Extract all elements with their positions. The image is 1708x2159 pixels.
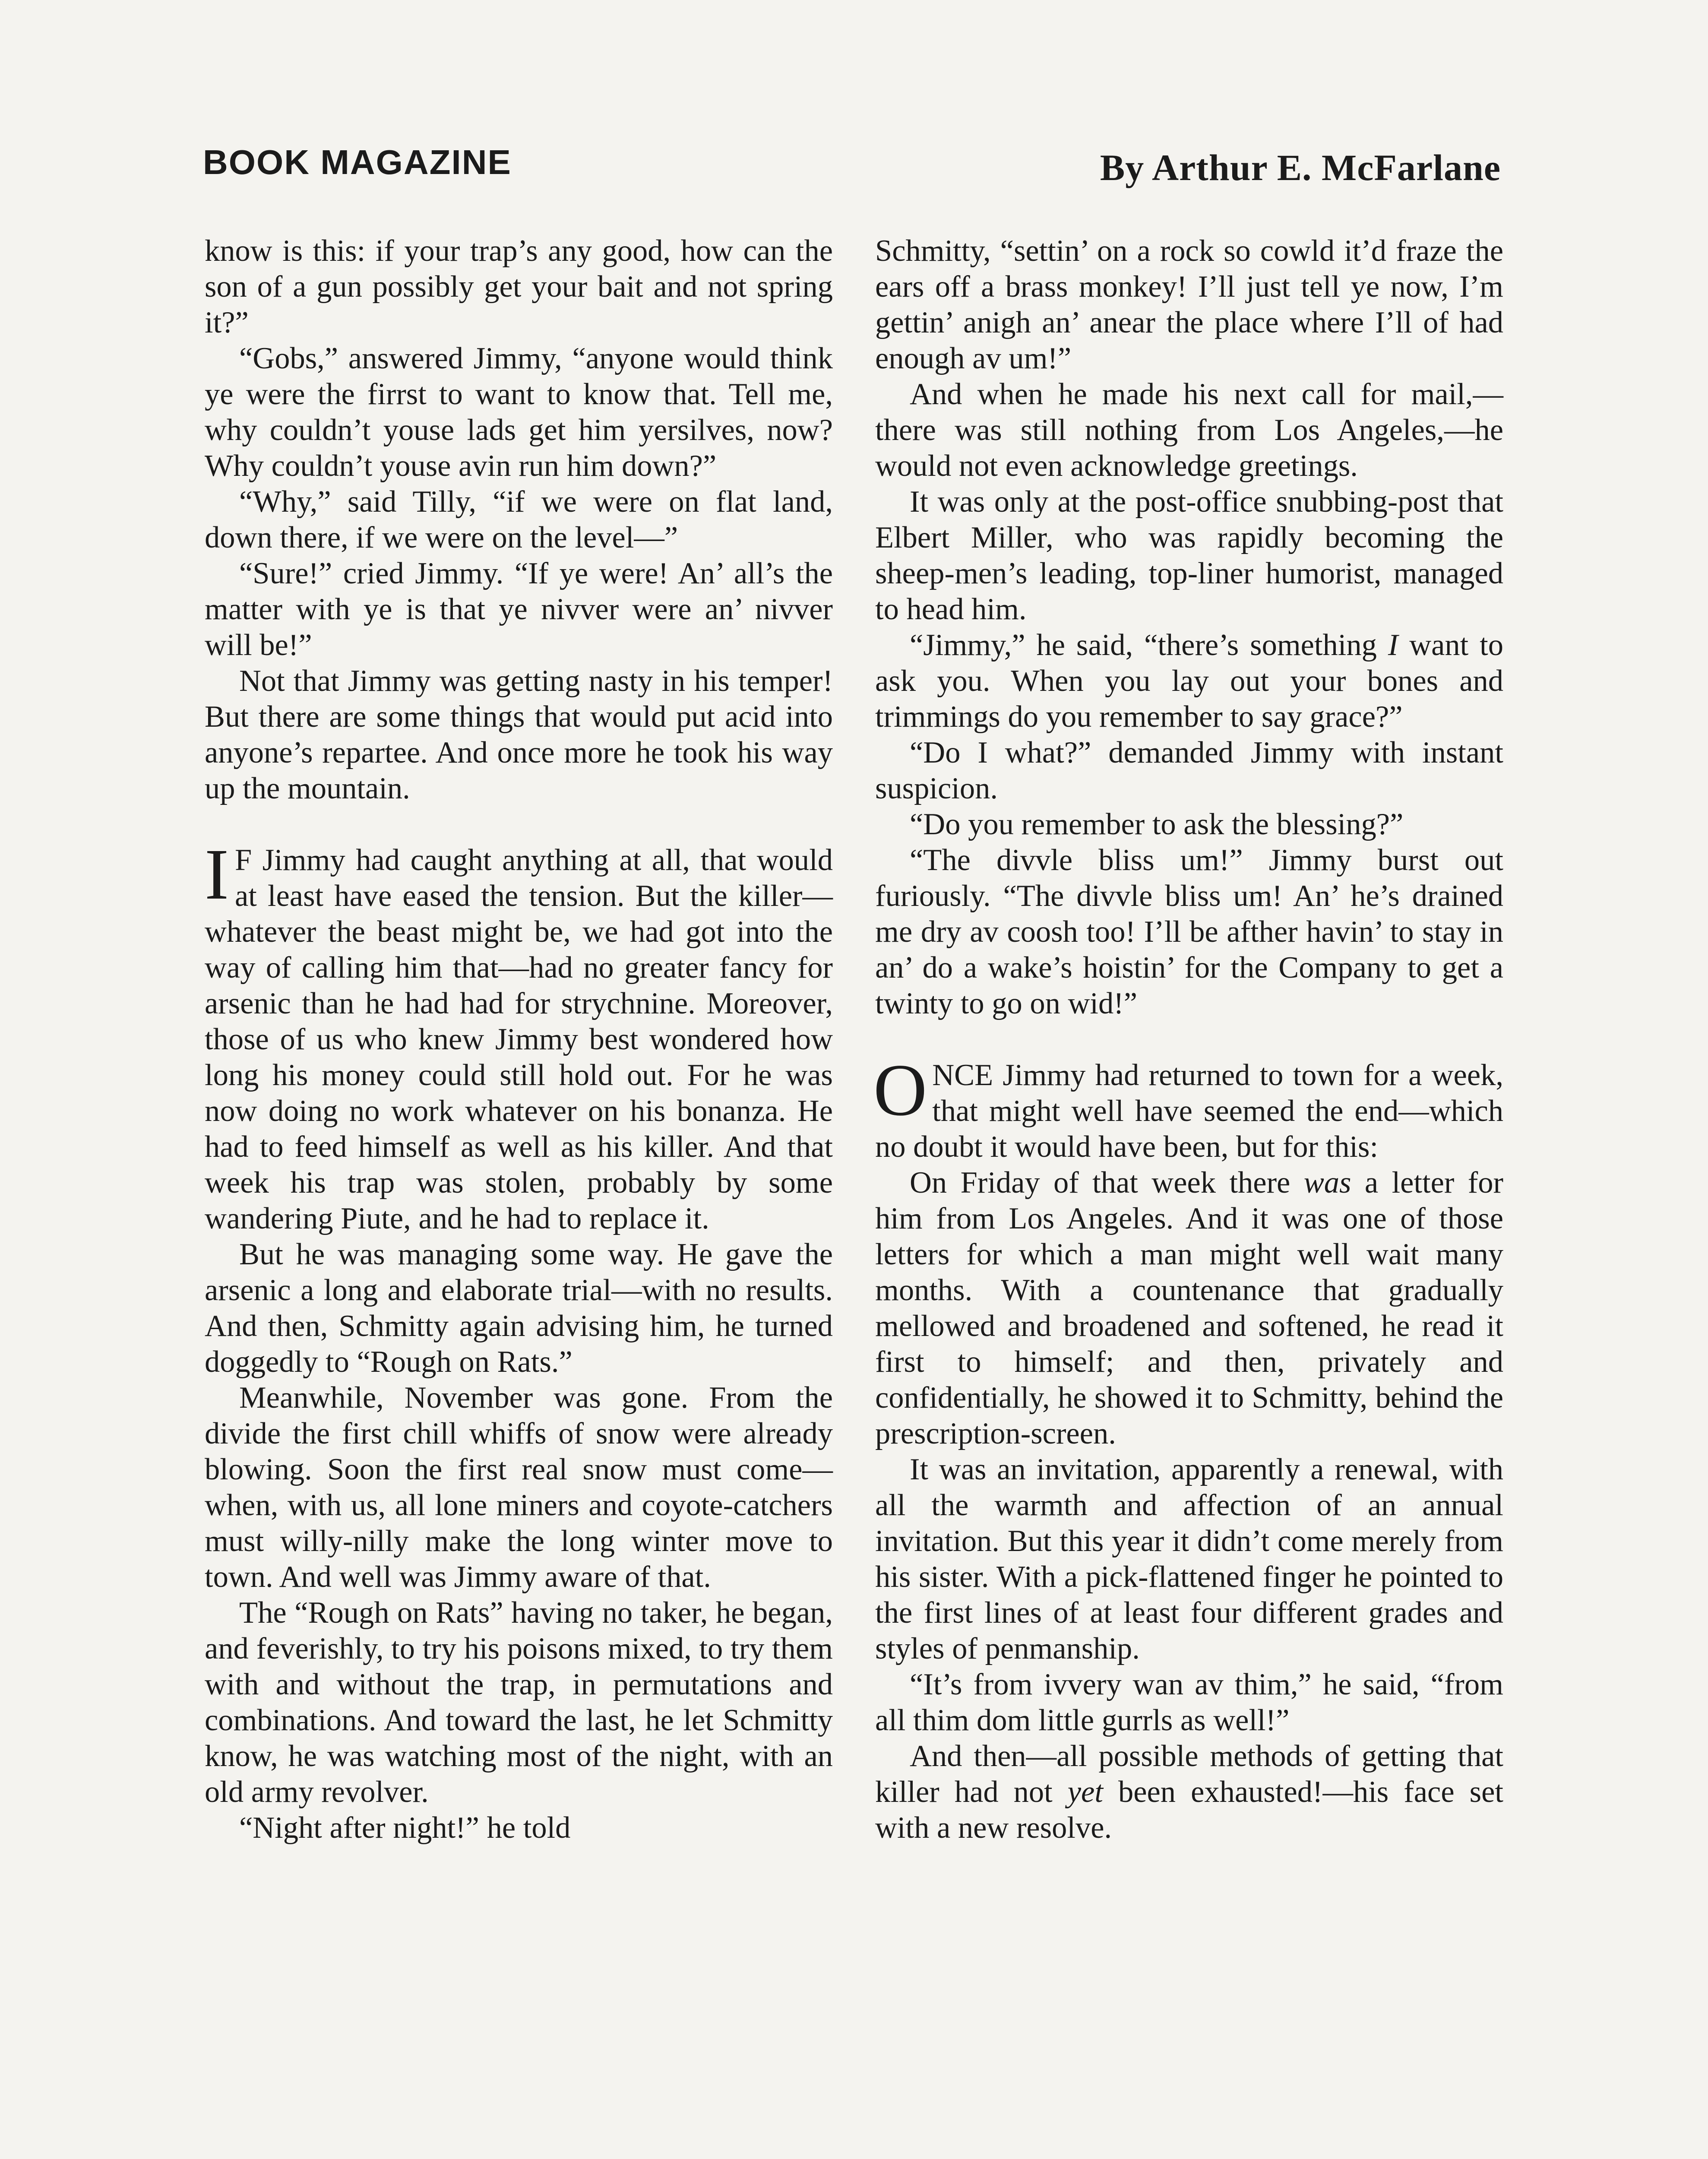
paragraph-text: F Jimmy had caught anything at all, that would at least have eased the tension. But the killer—whatever the beast might be, we had got into the way of calling him that—had no greater fancy for arsenic than he had had for strychnine. Moreover, those of us who knew Jimmy best wondered how long his money could still hold out. For he was now doing no work whatever on his bonanza. He had to feed himself as well as his killer. And that week his trap was stolen, probably by some wandering Piute, and he had to replace it. <box>205 843 833 1235</box>
paragraph: Meanwhile, November was gone. From the divide the first chill whiffs of snow were already blowing. Soon the first real snow must come—when, with us, all lone miners and coyote-catchers must willy-nilly make the long winter move to town. And well was Jimmy aware of that. <box>205 1381 833 1594</box>
section-paragraph <box>873 1049 1503 1165</box>
magazine-title: BOOK MAGAZINE <box>203 143 512 181</box>
paragraph-text: “Jimmy,” he said, “there’s something <box>910 628 1388 662</box>
paragraph: “Night after night!” he told <box>239 1811 571 1845</box>
italic-text: yet <box>1067 1775 1103 1809</box>
paragraph-text: NCE Jimmy had returned to town for a week, that might well have seemed the end—which no doubt it would have been, but for this: <box>875 1058 1503 1164</box>
paragraph: Schmitty, “settin’ on a rock so cowld it’d fraze the ears off a brass monkey! I’ll just tell ye now, I’m gettin’ anigh an’ anear the place where I’ll of had enough av um!” <box>875 234 1503 375</box>
paragraph-text: been exhausted!—his face set with a new resolve. <box>875 1775 1503 1845</box>
paragraph: “Gobs,” answered Jimmy, “anyone would think ye were the firrst to want to know that. Tell me, why couldn’t youse lads get him yersilves, now? Why couldn’t youse avin run him down?” <box>205 342 833 483</box>
paragraph: But he was managing some way. He gave the arsenic a long and elaborate trial—with no results. And then, Schmitty again advising him, he turned doggedly to “Rough on Rats.” <box>205 1238 833 1379</box>
paragraph <box>875 1738 1503 1846</box>
paragraph: “The divvle bliss um!” Jimmy burst out furiously. “The divvle bliss um! An’ he’s drained me dry av coosh too! I’ll be afther havin’ to stay in an’ do a wake’s hoistin’ for the Company to get a twinty to go on wid!” <box>875 843 1503 1020</box>
section-paragraph <box>205 834 833 1237</box>
paragraph-text: And then—all possible methods of getting that killer had not <box>875 1739 1503 1809</box>
italic-text: I <box>1388 628 1398 662</box>
paragraph: The “Rough on Rats” having no taker, he began, and feverishly, to try his poisons mixed, to try them with and without the trap, in permutations and combinations. And toward the last, he let Schmitty know, he was watching most of the night, with an old army revolver. <box>205 1596 833 1809</box>
left-column <box>205 233 833 1846</box>
running-header <box>203 142 1501 194</box>
paragraph-text: a letter for him from Los Angeles. And it was one of those letters for which a man might well wait many months. With a countenance that gradually mellowed and broadened and softened, he read it first to himself; and then, privately and confidentially, he showed it to Schmitty, behind the prescription-screen. <box>875 1166 1503 1450</box>
paragraph: “It’s from ivvery wan av thim,” he said, “from all thim dom little gurrls as well!” <box>875 1668 1503 1737</box>
paragraph: “Why,” said Tilly, “if we were on flat land, down there, if we were on the level—” <box>205 485 833 554</box>
paragraph-text: want to ask you. When you lay out your bones and trimmings do you remember to say grace?” <box>875 628 1503 734</box>
drop-cap-initial: I <box>205 834 229 915</box>
paragraph: It was only at the post-office snubbing-post that Elbert Miller, who was rapidly becoming the sheep-men’s leading, top-liner humorist, managed to head him. <box>875 485 1503 626</box>
italic-text: was <box>1303 1166 1351 1200</box>
paragraph: “Do I what?” demanded Jimmy with instant suspicion. <box>875 736 1503 805</box>
paragraph: “Do you remember to ask the blessing?” <box>910 807 1404 841</box>
paragraph: Not that Jimmy was getting nasty in his temper! But there are some things that would put acid into anyone’s repartee. And once more he took his way up the mountain. <box>205 664 833 805</box>
right-column <box>875 233 1503 1846</box>
author-byline: By Arthur E. McFarlane <box>1100 147 1501 188</box>
paragraph <box>875 627 1503 735</box>
drop-cap-initial: O <box>873 1049 927 1131</box>
paragraph: know is this: if your trap’s any good, how can the son of a gun possibly get your bait and not spring it?” <box>205 234 833 339</box>
paragraph-text: On Friday of that week there <box>910 1166 1304 1200</box>
paragraph: And when he made his next call for mail,—there was still nothing from Los Angeles,—he would not even acknowledge greetings. <box>875 377 1503 483</box>
paragraph <box>875 1165 1503 1452</box>
paragraph: “Sure!” cried Jimmy. “If ye were! An’ all’s the matter with ye is that ye nivver were an’ nivver will be!” <box>205 557 833 662</box>
paragraph: It was an invitation, apparently a renewal, with all the warmth and affection of an annual invitation. But this year it didn’t come merely from his sister. With a pick-flattened finger he pointed to the first lines of at least four different grades and styles of penmanship. <box>875 1453 1503 1665</box>
